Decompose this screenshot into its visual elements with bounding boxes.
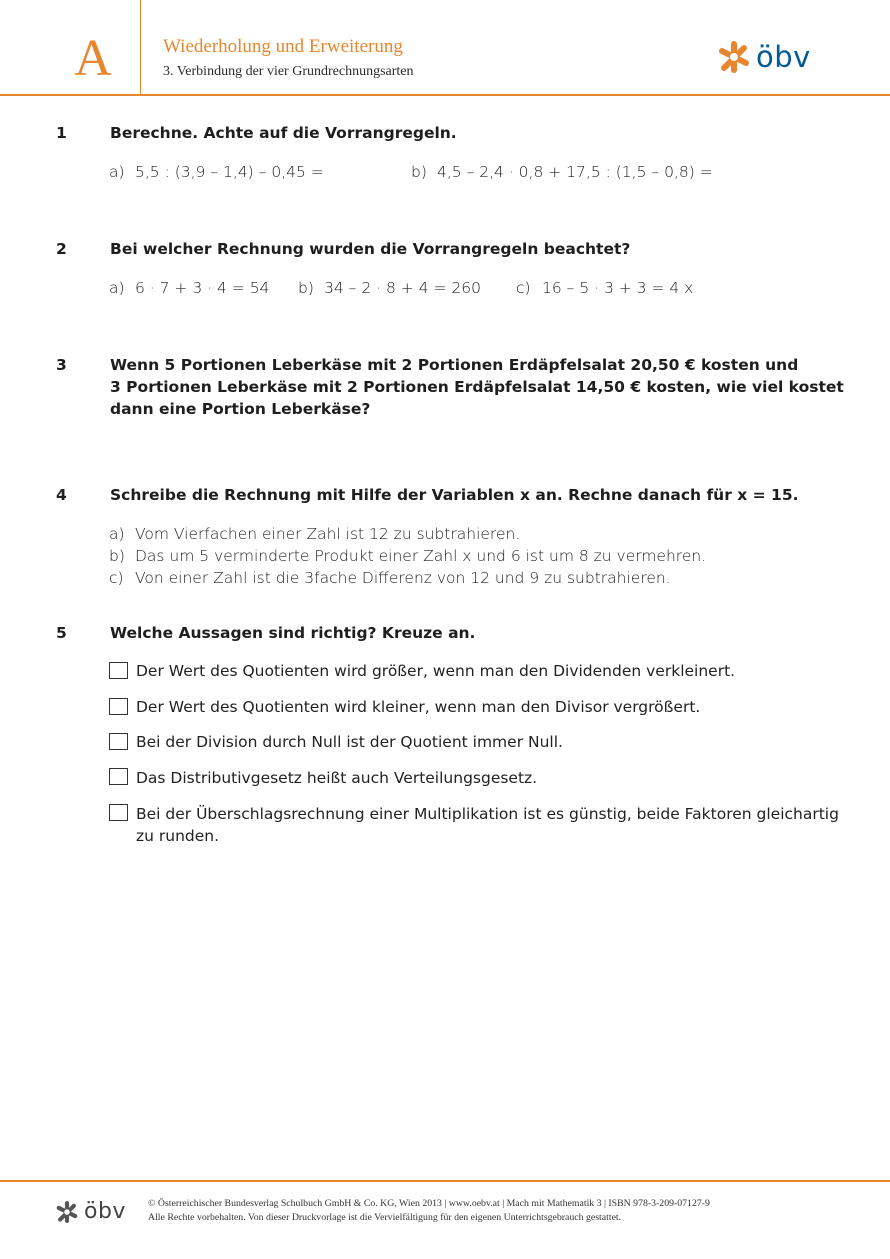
- task-question: Schreibe die Rechnung mit Hilfe der Variablen x an. Rechne danach für x = 15.: [110, 486, 799, 504]
- item-text: Vom Vierfachen einer Zahl ist 12 zu subtrahieren.: [135, 525, 521, 543]
- publisher-logo-text: öbv: [756, 39, 811, 74]
- footer-logo-text: öbv: [84, 1199, 126, 1224]
- chapter-letter: A: [74, 30, 112, 87]
- statement-checkbox[interactable]: [109, 698, 128, 715]
- item-text: 34 – 2 · 8 + 4 = 260: [324, 279, 481, 297]
- item-label: a): [109, 279, 125, 297]
- header-divider-vertical: [140, 0, 141, 94]
- page-title: Wiederholung und Erweiterung: [163, 36, 403, 57]
- item-label: a): [109, 163, 125, 181]
- item-label: b): [109, 547, 125, 565]
- statement-text: Der Wert des Quotienten wird kleiner, wenn man den Divisor vergrößert.: [136, 698, 701, 716]
- item-text: 4,5 – 2,4 · 0,8 + 17,5 : (1,5 – 0,8) =: [437, 163, 713, 181]
- item-text: Das um 5 verminderte Produkt einer Zahl x und 6 ist um 8 zu vermehren.: [135, 547, 707, 565]
- task-number: 3: [56, 356, 67, 374]
- task-question: Welche Aussagen sind richtig? Kreuze an.: [110, 624, 476, 642]
- item-text: 5,5 : (3,9 – 1,4) – 0,45 =: [135, 163, 324, 181]
- page-subtitle: 3. Verbindung der vier Grundrechnungsarten: [163, 64, 414, 79]
- item-text: 16 – 5 · 3 + 3 = 4 x: [542, 279, 694, 297]
- task-question: Berechne. Achte auf die Vorrangregeln.: [110, 124, 457, 142]
- item-label: c): [516, 279, 531, 297]
- task-question: Bei welcher Rechnung wurden die Vorrangregeln beachtet?: [110, 240, 631, 258]
- task-item: [516, 277, 693, 299]
- footer-line-1: © Österreichischer Bundesverlag Schulbuch GmbH & Co. KG, Wien 2013 | www.oebv.at | Mach mit Mathematik 3 | ISBN 978-3-209-07127-9: [148, 1198, 710, 1209]
- statement-text-continued: zu runden.: [136, 827, 220, 845]
- statement-checkbox[interactable]: [109, 733, 128, 750]
- task-item: [109, 161, 324, 183]
- task-number: 2: [56, 240, 67, 258]
- item-label: c): [109, 569, 124, 587]
- task-number: 5: [56, 624, 67, 642]
- item-text: Von einer Zahl ist die 3fache Differenz von 12 und 9 zu subtrahieren.: [135, 569, 671, 587]
- statement-text: Bei der Division durch Null ist der Quotient immer Null.: [136, 733, 563, 751]
- task-item: [109, 277, 269, 299]
- task-question-line: 3 Portionen Leberkäse mit 2 Portionen Erdäpfelsalat 14,50 € kosten, wie viel kostet: [110, 378, 844, 396]
- item-text: 6 · 7 + 3 · 4 = 54: [135, 279, 270, 297]
- item-label: b): [298, 279, 314, 297]
- task-number: 4: [56, 486, 67, 504]
- statement-text: Bei der Überschlagsrechnung einer Multiplikation ist es günstig, beide Faktoren gleichartig: [136, 805, 839, 823]
- statement-checkbox[interactable]: [109, 662, 128, 679]
- statement-text: Der Wert des Quotienten wird größer, wenn man den Dividenden verkleinert.: [136, 662, 736, 680]
- statement-checkbox[interactable]: [109, 768, 128, 785]
- task-item: [411, 161, 713, 183]
- statement-text: Das Distributivgesetz heißt auch Verteilungsgesetz.: [136, 769, 538, 787]
- task-item: [109, 523, 520, 545]
- task-question-line: Wenn 5 Portionen Leberkäse mit 2 Portionen Erdäpfelsalat 20,50 € kosten und: [110, 356, 799, 374]
- footer-line-2: Alle Rechte vorbehalten. Von dieser Druckvorlage ist die Vervielfältigung für den eigenen Unterrichtsgebrauch gestattet.: [148, 1212, 622, 1223]
- item-label: b): [411, 163, 427, 181]
- star-logo-icon: [56, 1200, 78, 1224]
- task-question-line: dann eine Portion Leberkäse?: [110, 400, 371, 418]
- footer-logo: [56, 1200, 126, 1224]
- task-number: 1: [56, 124, 67, 142]
- footer-divider: [0, 1180, 890, 1182]
- task-item: [109, 545, 706, 567]
- publisher-logo: [718, 40, 811, 74]
- task-item: [109, 567, 671, 589]
- statement-checkbox[interactable]: [109, 804, 128, 821]
- footer-copyright: [148, 1197, 710, 1225]
- item-label: a): [109, 525, 125, 543]
- header-divider: [0, 94, 890, 96]
- task-item: [298, 277, 481, 299]
- star-logo-icon: [718, 40, 750, 74]
